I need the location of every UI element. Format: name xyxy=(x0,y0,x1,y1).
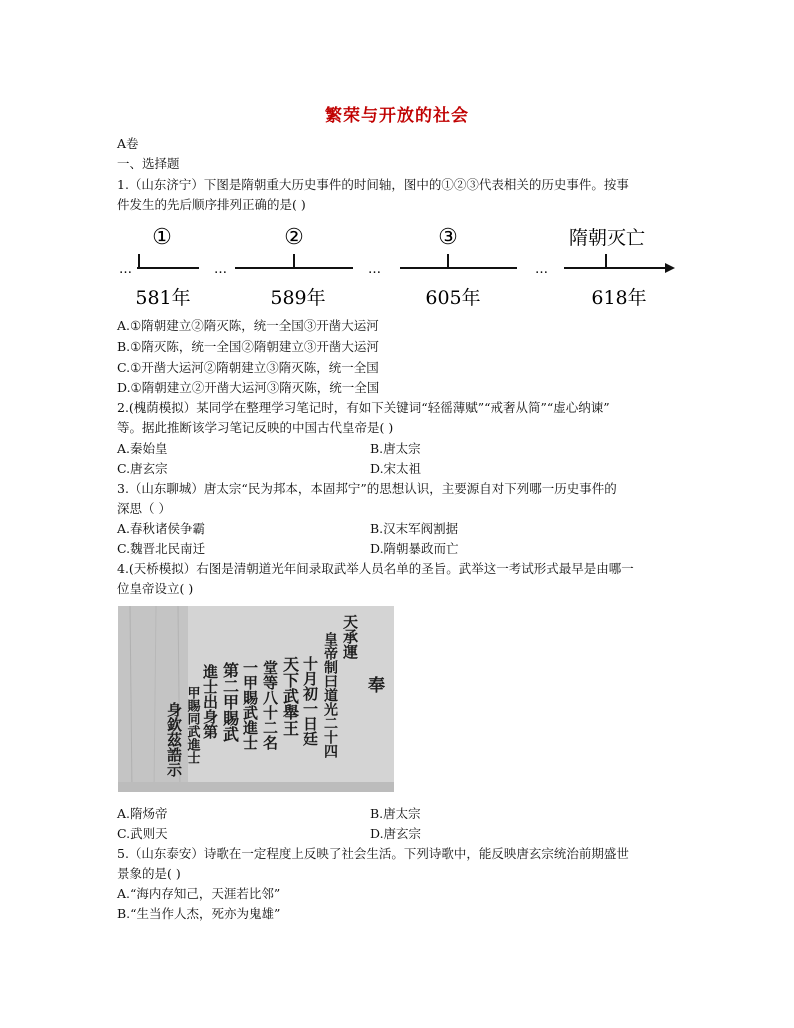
timeline-year-2: 589年 xyxy=(270,287,326,309)
edict-col-3: 皇帝制曰道光二十四 xyxy=(322,632,338,758)
edict-col-2: 天承運 xyxy=(341,614,359,659)
q3-stem-line2: 深思（ ） xyxy=(117,501,171,516)
q2-option-b: B.唐太宗 xyxy=(370,441,421,456)
edict-svg xyxy=(118,606,394,792)
q4-stem-line1: 4.(天桥模拟）右图是清朝道光年间录取武举人员名单的圣旨。武举这一考试形式最早是由哪一 xyxy=(117,561,634,576)
q4-edict-photo xyxy=(118,606,394,792)
edict-col-7: 一甲賜武進士 xyxy=(241,660,259,750)
q5-option-b: B.“生当作人杰，死亦为鬼雄” xyxy=(117,906,281,921)
q4-option-b: B.唐太宗 xyxy=(370,806,421,821)
q1-option-d: D.①隋朝建立②开凿大运河③隋灭陈，统一全国 xyxy=(117,380,380,395)
q4-stem-line2: 位皇帝设立( ) xyxy=(117,581,194,596)
q4-option-c: C.武则天 xyxy=(117,826,168,841)
timeline-label-1: ① xyxy=(152,225,172,250)
timeline-dots-3: … xyxy=(368,262,381,277)
q1-stem-line1: 1.（山东济宁）下图是隋朝重大历史事件的时间轴，图中的①②③代表相关的历史事件。按事 xyxy=(117,177,629,192)
q3-option-d: D.隋朝暴政而亡 xyxy=(370,541,459,556)
q1-option-a: A.①隋朝建立②隋灭陈，统一全国③开凿大运河 xyxy=(117,318,379,333)
section-label: A卷 xyxy=(117,136,139,151)
q2-option-a: A.秦始皇 xyxy=(117,441,168,456)
timeline-label-3: ③ xyxy=(438,225,458,250)
timeline-dots-1: … xyxy=(119,262,132,277)
timeline-year-1: 581年 xyxy=(135,287,191,309)
edict-col-11: 身欽茲誥示 xyxy=(165,702,183,777)
edict-bottom-edge xyxy=(118,782,394,792)
q3-option-b: B.汉末军阀割据 xyxy=(370,521,459,536)
timeline-label-4: 隋朝灭亡 xyxy=(568,227,646,249)
q1-stem-line2: 件发生的先后顺序排列正确的是( ) xyxy=(117,197,306,212)
edict-col-4: 十月初一日廷 xyxy=(301,656,319,746)
q3-option-c: C.魏晋北民南迁 xyxy=(117,541,206,556)
q5-option-a: A.“海内存知己，天涯若比邻” xyxy=(117,886,281,901)
edict-col-1: 奉 xyxy=(364,676,384,693)
edict-col-6: 堂等八十二名 xyxy=(261,660,279,750)
timeline-dots-4: … xyxy=(535,262,548,277)
edict-col-9: 進士出身第 xyxy=(201,664,219,739)
timeline-label-2: ② xyxy=(284,225,304,250)
page-title: 繁荣与开放的社会 xyxy=(325,106,469,126)
q2-option-d: D.宋太祖 xyxy=(370,461,422,476)
q1-timeline-figure xyxy=(117,218,677,310)
timeline-dots-2: … xyxy=(214,262,227,277)
q5-stem-line1: 5.（山东泰安）诗歌在一定程度上反映了社会生活。下列诗歌中，能反映唐玄宗统治前期盛世 xyxy=(117,846,629,861)
timeline-year-4: 618年 xyxy=(591,287,647,309)
q1-option-c: C.①开凿大运河②隋朝建立③隋灭陈，统一全国 xyxy=(117,360,379,375)
part-heading: 一、选择题 xyxy=(117,156,180,171)
q2-option-c: C.唐玄宗 xyxy=(117,461,168,476)
edict-col-8: 第二甲賜武 xyxy=(220,662,240,742)
q1-option-b: B.①隋灭陈，统一全国②隋朝建立③开凿大运河 xyxy=(117,339,379,354)
q4-option-d: D.唐玄宗 xyxy=(370,826,422,841)
edict-col-10: 甲賜同武進士 xyxy=(184,686,200,764)
q2-stem-line2: 等。据此推断该学习笔记反映的中国古代皇帝是( ) xyxy=(117,420,394,435)
q5-stem-line2: 景象的是( ) xyxy=(117,866,181,881)
q3-stem-line1: 3.（山东聊城）唐太宗“民为邦本，本固邦宁”的思想认识，主要源自对下列哪一历史事件的 xyxy=(117,481,617,496)
timeline-svg xyxy=(117,218,677,310)
q2-stem-line1: 2.(槐荫模拟）某同学在整理学习笔记时，有如下关键词“轻徭薄赋”“戒奢从简”“虚心纳谏” xyxy=(117,400,610,415)
q4-option-a: A.隋炀帝 xyxy=(117,806,168,821)
edict-col-5: 天下武舉王 xyxy=(280,656,300,736)
q3-option-a: A.春秋诸侯争霸 xyxy=(117,521,206,536)
timeline-year-3: 605年 xyxy=(425,287,481,309)
